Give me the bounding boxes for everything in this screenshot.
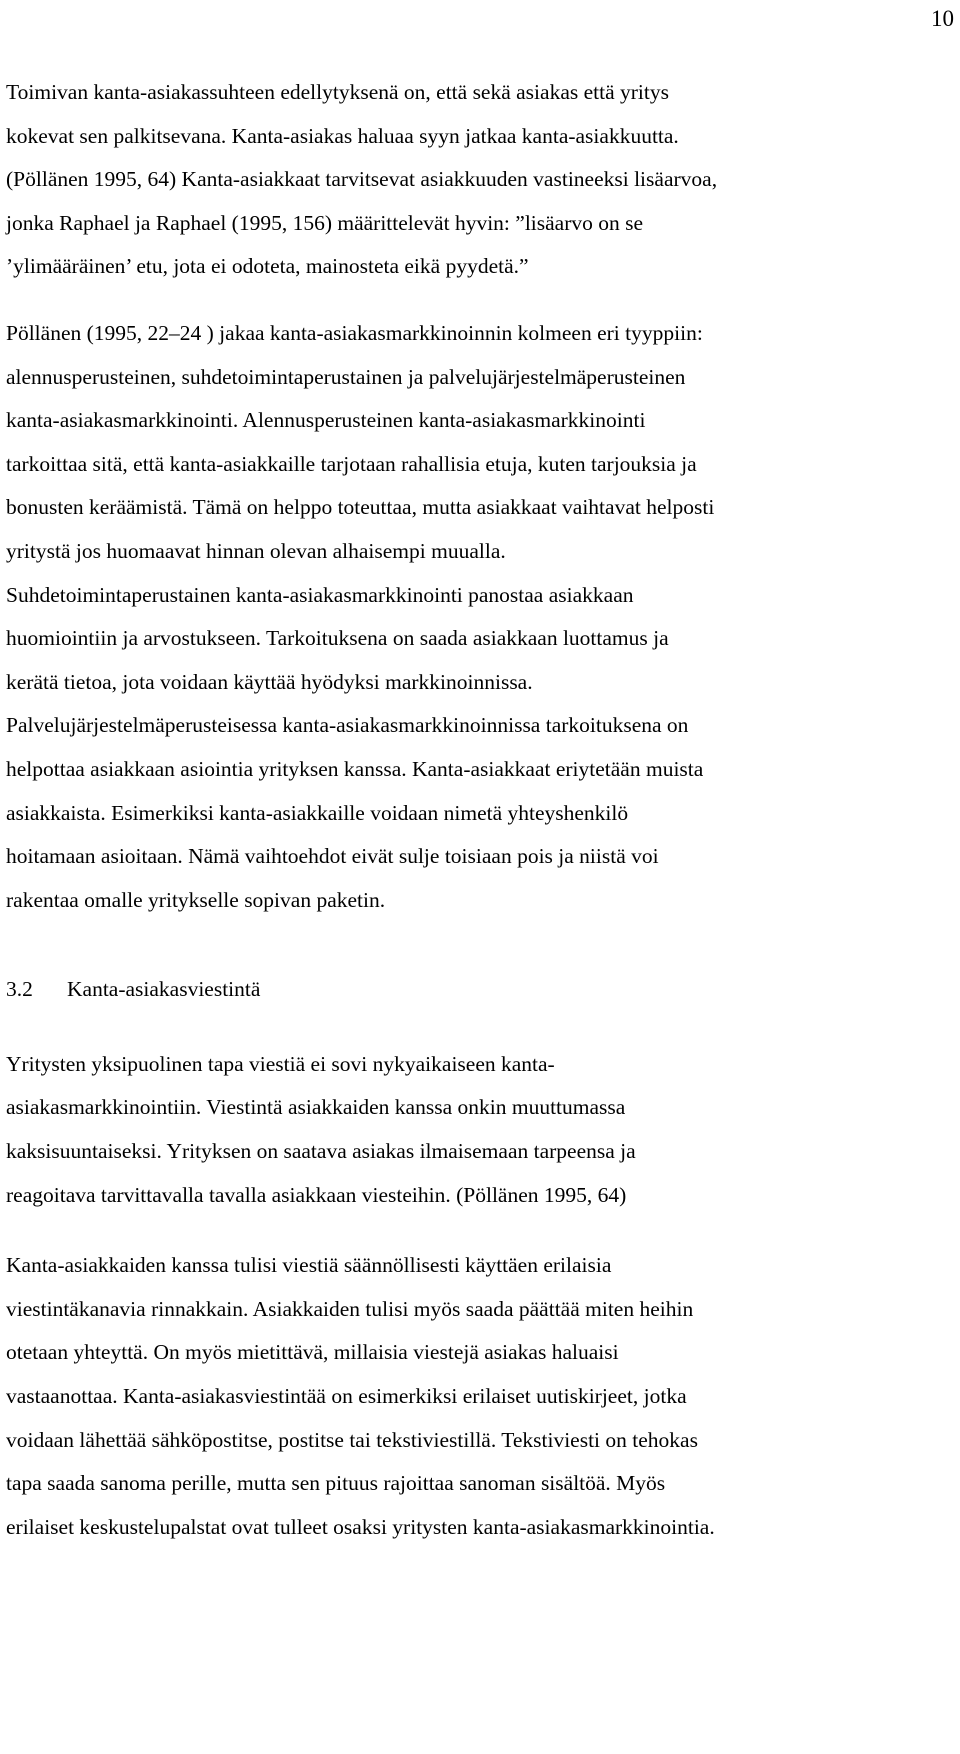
text-line: alennusperusteinen, suhdetoimintaperustainen ja palvelujärjestelmäperusteinen [6, 364, 686, 389]
text-line: Palvelujärjestelmäperusteisessa kanta-asiakasmarkkinoinnissa tarkoituksena on [6, 713, 689, 738]
section-spacer [6, 922, 954, 968]
text-line: asiakasmarkkinointiin. Viestintä asiakkaiden kanssa onkin muuttumassa [6, 1095, 626, 1120]
text-line: Toimivan kanta-asiakassuhteen edellytyksenä on, että sekä asiakas että yritys [6, 80, 669, 104]
text-line: asiakkaista. Esimerkiksi kanta-asiakkaille voidaan nimetä yhteyshenkilö [6, 800, 629, 825]
section-heading [6, 968, 954, 1012]
text-line: tapa saada sanoma perille, mutta sen pituus rajoittaa sanoman sisältöä. Myös [6, 1471, 666, 1496]
section-number: 3.2 [6, 977, 33, 1002]
text-line: Suhdetoimintaperustainen kanta-asiakasmarkkinointi panostaa asiakkaan [6, 582, 634, 607]
text-line: rakentaa omalle yritykselle sopivan paketin. [6, 887, 386, 912]
text-line: kanta-asiakasmarkkinointi. Alennusperusteinen kanta-asiakasmarkkinointi [6, 408, 646, 433]
text-line: vastaanottaa. Kanta-asiakasviestintää on esimerkiksi erilaiset uutiskirjeet, jotka [6, 1384, 687, 1409]
paragraph-communication-channels [6, 1244, 954, 1549]
text-line: Kanta-asiakkaiden kanssa tulisi viestiä säännöllisesti käyttäen erilaisia [6, 1253, 612, 1278]
paragraph-communication-intro [6, 1043, 954, 1217]
text-line: ’ylimääräinen’ etu, jota ei odoteta, mainosteta eikä pyydetä.” [6, 254, 529, 279]
paragraph-loyalty-intro [6, 71, 954, 289]
paragraph-spacer [6, 289, 954, 312]
text-line: tarkoittaa sitä, että kanta-asiakkaille tarjotaan rahallisia etuja, kuten tarjouksia ja [6, 451, 697, 476]
text-line: otetaan yhteyttä. On myös mietittävä, millaisia viestejä asiakas haluaisi [6, 1340, 619, 1365]
text-line: hoitamaan asioitaan. Nämä vaihtoehdot eivät sulje toisiaan pois ja niistä voi [6, 844, 659, 869]
page-number: 10 [931, 6, 954, 31]
paragraph-spacer [6, 1217, 954, 1244]
text-line: Yritysten yksipuolinen tapa viestiä ei sovi nykyaikaiseen kanta- [6, 1051, 555, 1076]
text-line: helpottaa asiakkaan asiointia yrityksen kanssa. Kanta-asiakkaat eriytetään muista [6, 756, 704, 781]
text-line: bonusten keräämistä. Tämä on helppo toteuttaa, mutta asiakkaat vaihtavat helposti [6, 495, 715, 520]
text-line: jonka Raphael ja Raphael (1995, 156) määrittelevät hyvin: ”lisäarvo on se [6, 210, 644, 235]
document-body [6, 71, 954, 1549]
paragraph-marketing-types [6, 312, 954, 922]
text-line: reagoitava tarvittavalla tavalla asiakkaan viesteihin. (Pöllänen 1995, 64) [6, 1182, 627, 1207]
text-line: huomiointiin ja arvostukseen. Tarkoituksena on saada asiakkaan luottamus ja [6, 626, 669, 651]
text-line: kokevat sen palkitsevana. Kanta-asiakas haluaa syyn jatkaa kanta-asiakkuutta. [6, 123, 679, 148]
text-line: kerätä tietoa, jota voidaan käyttää hyödyksi markkinoinnissa. [6, 669, 533, 694]
text-line: viestintäkanavia rinnakkain. Asiakkaiden tulisi myös saada päättää miten heihin [6, 1296, 694, 1321]
text-line: kaksisuuntaiseksi. Yrityksen on saatava asiakas ilmaisemaan tarpeensa ja [6, 1139, 636, 1164]
text-line: yritystä jos huomaavat hinnan olevan alhaisempi muualla. [6, 538, 506, 563]
text-line: erilaiset keskustelupalstat ovat tulleet osaksi yritysten kanta-asiakasmarkkinointia. [6, 1514, 715, 1539]
section-spacer [6, 1012, 954, 1043]
text-line: voidaan lähettää sähköpostitse, postitse tai tekstiviestillä. Tekstiviesti on tehokas [6, 1427, 698, 1452]
text-line: (Pöllänen 1995, 64) Kanta-asiakkaat tarvitsevat asiakkuuden vastineeksi lisäarvoa, [6, 167, 718, 192]
text-line: Pöllänen (1995, 22–24 ) jakaa kanta-asiakasmarkkinoinnin kolmeen eri tyyppiin: [6, 320, 703, 345]
section-title: Kanta-asiakasviestintä [67, 977, 261, 1002]
